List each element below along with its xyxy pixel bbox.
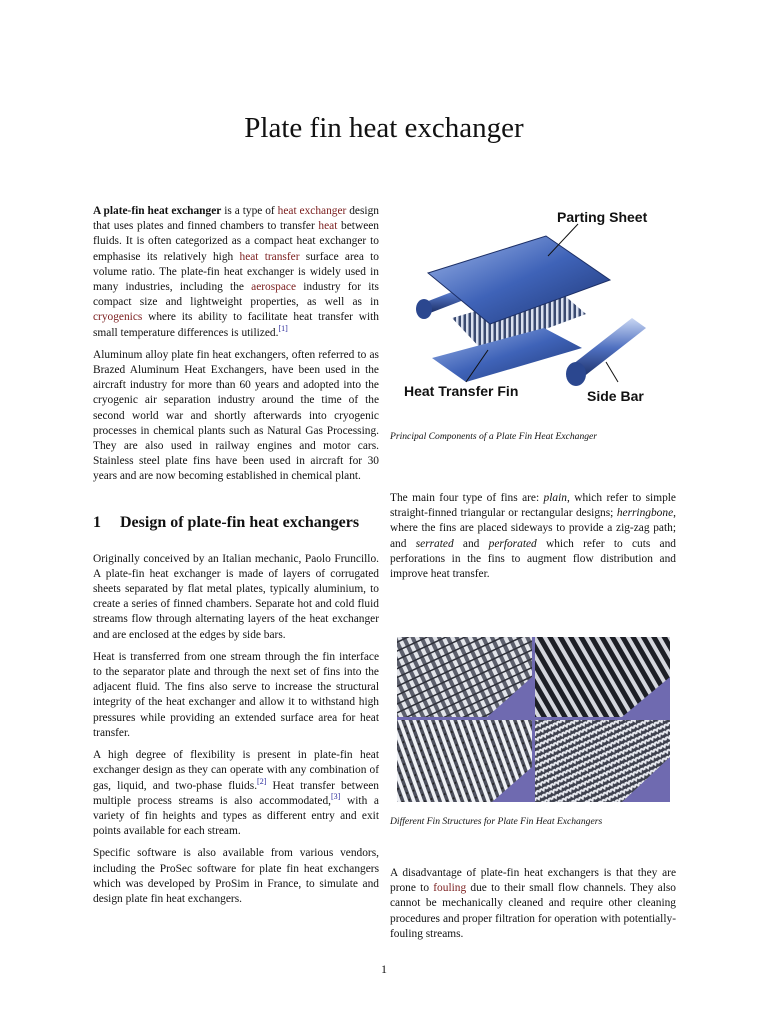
design-paragraph-2: Heat is transferred from one stream through the fin interface to the separator plate and through the next set of fins into the adjacent fluid. The fins also serve to increase the structural integrity of the heat exchanger and allow it to withstand high pressures while providing an extended surface area for heat transfer. (93, 650, 379, 739)
link-heat-exchanger[interactable]: heat exchanger (277, 205, 347, 217)
text: which refer to cuts and perforations in the fins to augment flow distribution and improve heat transfer. (390, 537, 676, 581)
fin-serrated: serrated (415, 537, 454, 550)
ref-link-3[interactable]: [3] (331, 791, 341, 801)
link-aerospace[interactable]: aerospace (251, 281, 297, 294)
section-title: Design of plate-fin heat exchangers (120, 513, 360, 531)
text: A disadvantage of plate-fin heat exchangers is that they are prone to (390, 867, 676, 895)
side-bar-right-end (566, 362, 586, 386)
right-column-bottom (390, 866, 676, 949)
label-side-bar: Side Bar (587, 388, 644, 404)
right-column-top (390, 491, 676, 589)
page-number: 1 (381, 962, 387, 976)
link-cryogenics[interactable]: cryogenics (93, 311, 143, 324)
text: industry for its compact size and lightweight properties, as well as in (93, 281, 379, 309)
plate-fin-diagram (396, 200, 668, 422)
figure1-caption: Principal Components of a Plate Fin Heat Exchanger (390, 431, 598, 442)
fin-perforated: perforated (488, 537, 537, 550)
link-fouling[interactable]: fouling (433, 882, 467, 895)
text: surface area to volume ratio. The plate-fin heat exchanger is widely used in many industries, including the (93, 250, 379, 294)
left-column (93, 204, 379, 914)
figure2-caption: Different Fin Structures for Plate Fin Heat Exchangers (390, 816, 603, 827)
fin-structures-photo (397, 637, 670, 802)
text: where its ability to facilitate heat transfer with small temperature differences is utilized. (93, 311, 379, 339)
section-number: 1 (93, 513, 101, 531)
text: The main four type of fins are: (390, 492, 544, 504)
leader-side-bar (606, 362, 618, 382)
text: due to their small flow channels. They also cannot be mechanically cleaned and require other cleaning procedures and proper filtration for operation with potentially-fouling streams. (390, 882, 676, 940)
photo-graphic (397, 637, 670, 802)
text: is a type of (221, 205, 278, 217)
text: design that uses plates and finned chambers to transfer (93, 205, 379, 233)
label-parting-sheet: Parting Sheet (557, 209, 648, 225)
fin-plain: plain (543, 492, 567, 504)
ref-link-2[interactable]: [2] (257, 776, 267, 786)
link-heat-transfer[interactable]: heat transfer (239, 250, 300, 263)
section-heading (93, 511, 379, 534)
design-paragraph-3 (93, 748, 379, 839)
label-heat-transfer-fin: Heat Transfer Fin (404, 383, 519, 399)
disadvantage-paragraph (390, 866, 676, 942)
intro-paragraph-1 (93, 204, 379, 341)
link-heat[interactable]: heat (318, 220, 338, 233)
ref-link-1[interactable]: [1] (278, 323, 288, 333)
fin-types-paragraph (390, 491, 676, 582)
text: , where the fins are placed sideways to provide a zig-zag path; and (390, 507, 676, 550)
design-paragraph-4: Specific software is also available from various vendors, including the ProSec software for plate fin heat exchangers which was developed by ProSim in France, to simulate and design plate fin heat exchangers. (93, 847, 379, 905)
text: with a variety of fin heights and types as different entry and exit points available for each stream. (93, 794, 379, 838)
side-bar-left-end (416, 299, 432, 319)
design-paragraph-1: Originally conceived by an Italian mechanic, Paolo Fruncillo. A plate-fin heat exchanger is made of layers of corrugated sheets separated by flat metal plates, typically aluminium, to create a series of finned chambers. Separate hot and cold fluid streams flow through alternating layers of the heat exchanger and are enclosed at the edges by side bars. (93, 552, 379, 641)
intro-paragraph-2: Aluminum alloy plate fin heat exchangers, often referred to as Brazed Aluminum Heat Exchangers, have been used in the aircraft industry for more than 60 years and adopted into the cryogenic air separation industry around the time of the second world war and shortly afterwards into cryogenic processes in chemical plants such as Natural Gas Processing. They are also used in railway engines and motor cars. Stainless steel plate fins have been used in aircraft for 30 years and are now becoming established in chemical plant. (93, 348, 379, 483)
text: A high degree of flexibility is present in plate-fin heat exchanger design as they can operate with any combination of gas, liquid, and two-phase fluids. (93, 749, 379, 792)
parting-sheet (428, 236, 610, 324)
text: between fluids. It is often categorized as a compact heat exchanger to emphasise its relatively high (93, 220, 380, 263)
page-title: Plate fin heat exchanger (244, 112, 524, 144)
lead-term: A plate-fin heat exchanger (93, 205, 222, 217)
fin-herringbone: herringbone (616, 507, 674, 520)
text: , which refer to simple straight-finned triangular or rectangular designs; (390, 492, 676, 520)
text: Heat transfer between multiple process streams is also accommodated, (93, 779, 380, 807)
text: and (453, 537, 489, 550)
